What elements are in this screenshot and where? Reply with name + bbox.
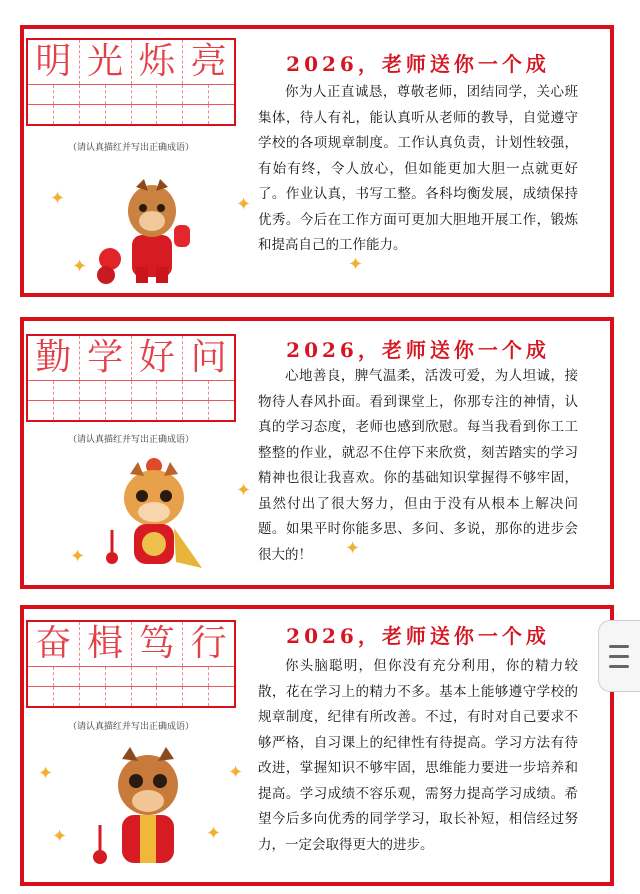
sparkle-icon: ✦ [72, 256, 88, 277]
sparkle-icon: ✦ [345, 538, 361, 559]
sparkle-icon: ✦ [348, 254, 364, 275]
idiom-char: 问 [190, 337, 227, 378]
idiom-char: 光 [80, 40, 132, 84]
instruction-note: （请认真描红并写出正确成语） [67, 722, 194, 732]
horse-mascot-icon [90, 745, 202, 877]
sparkle-icon: ✦ [228, 762, 244, 783]
card-title: 2026，老师送你一个成 [286, 338, 550, 362]
sparkle-icon: ✦ [50, 188, 66, 209]
side-menu-button[interactable] [598, 620, 640, 692]
card-title: 2026，老师送你一个成 [286, 624, 550, 648]
comment-text: 你头脑聪明，但你没有充分利用，你的精力较散，花在学习上的精力不多。基本上能够遵守学校的规章制度，纪律有所改善。不过，有时对自己要求不够严格，自习课上的纪律性有待提高。学习方法有待改进，掌握知识不够牢固，思维能力要进一步培养和提高。学习成绩不容乐观，需努力提高学习成绩。希望今后多向优秀的同学学习，取长补短，相信经过努力，一定会取得更大的进步。 [258, 658, 578, 853]
idiom-grid-3 [26, 620, 236, 708]
sparkle-icon: ✦ [236, 194, 252, 215]
horse-mascot-icon [92, 175, 202, 287]
idiom-char: 烁 [132, 40, 184, 84]
sparkle-icon: ✦ [70, 546, 86, 567]
idiom-char: 行 [190, 623, 227, 664]
sparkle-icon: ✦ [52, 826, 68, 847]
idiom-char: 勤 [28, 336, 80, 380]
idiom-grid-1 [26, 38, 236, 126]
idiom-char: 学 [80, 336, 132, 380]
sparkle-icon: ✦ [236, 480, 252, 501]
sparkle-icon: ✦ [206, 823, 222, 844]
card-title: 2026，老师送你一个成 [286, 52, 550, 76]
idiom-char: 亮 [190, 41, 227, 82]
idiom-char: 楫 [80, 622, 132, 666]
idiom-char: 好 [132, 336, 184, 380]
sparkle-icon: ✦ [38, 763, 54, 784]
idiom-char: 明 [28, 40, 80, 84]
idiom-char: 笃 [132, 622, 184, 666]
comment-text: 心地善良，脾气温柔，活泼可爱，为人坦诚，接物待人春风扑面。看到课堂上，你那专注的神情，认真的学习态度，老师也感到欣慰。每当我看到你工工整整的作业，就忍不住停下来欣赏，刻苦踏实的学习精神也很让我喜欢。你的基础知识掌握得不够牢固，虽然付出了很大努力，但由于没有从根本上解决问题。如果平时你能多思、多问、多说，那你的进步会很大的！ [258, 368, 578, 563]
idiom-char: 奋 [28, 622, 80, 666]
instruction-note: （请认真描红并写出正确成语） [67, 435, 194, 445]
horse-mascot-icon [96, 458, 206, 580]
comment-text: 你为人正直诚恳，尊敬老师，团结同学，关心班集体，待人有礼，能认真听从老师的教导，自觉遵守学校的各项规章制度。工作认真负责，计划性较强，有始有终，令人放心，但如能更加大胆一点就更好了。作业认真，书写工整。各科均衡发展，成绩保持优秀。今后在工作方面可更加大胆地开展工作，锻炼和提高自己的工作能力。 [258, 84, 578, 253]
idiom-grid-2 [26, 334, 236, 422]
instruction-note: （请认真描红并写出正确成语） [67, 143, 194, 153]
